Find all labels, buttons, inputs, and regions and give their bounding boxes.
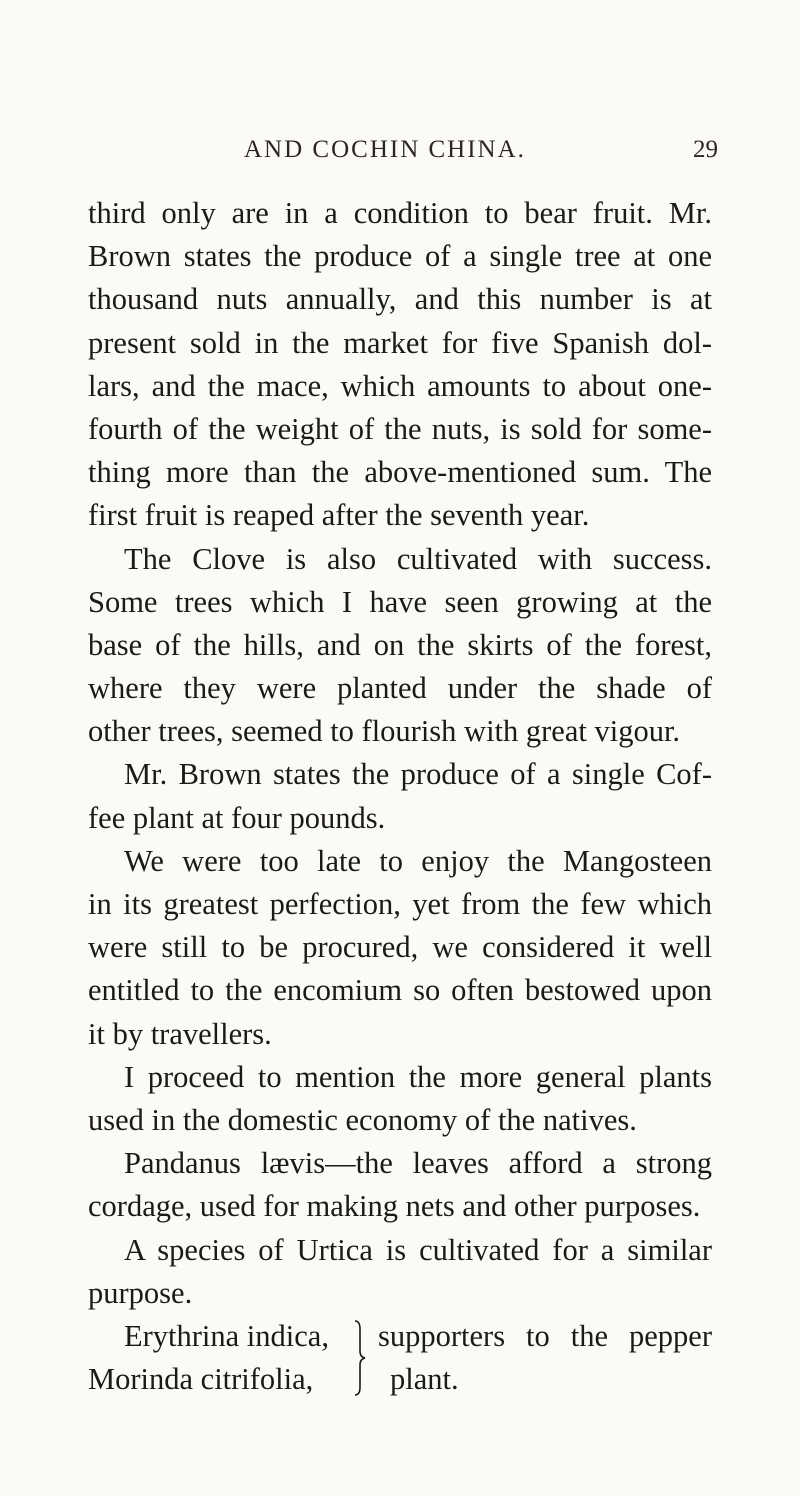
text-line: thing more than the above-mentioned sum. The: [88, 455, 712, 490]
paragraph: [88, 753, 712, 839]
text-line: where they were planted under the shade of: [88, 671, 712, 706]
text-line: Pandanus lævis—the leaves afford a strong: [124, 1146, 712, 1181]
running-head: AND COCHIN CHINA.: [244, 136, 526, 163]
page-number: 29: [693, 136, 718, 163]
text-line: thousand nuts annually, and this number is at: [88, 282, 712, 317]
paragraph: [88, 840, 712, 1056]
plant-name: Morinda citrifolia,: [88, 1362, 314, 1397]
text-line: entitled to the encomium so often bestowed upon: [88, 973, 712, 1008]
text-line: cordage, used for making nets and other purposes.: [88, 1189, 701, 1224]
right-brace: [352, 1319, 368, 1397]
plant-name: Erythrina indica,: [124, 1318, 329, 1353]
text-line: present sold in the market for five Spanish dol-: [88, 325, 712, 360]
braced-note: [378, 1315, 712, 1401]
braced-note-line: supporters to the pepper: [378, 1318, 712, 1353]
paragraph: [88, 538, 712, 754]
paragraph: [88, 192, 712, 538]
text-line: I proceed to mention the more general plants: [124, 1059, 712, 1094]
text-line: We were too late to enjoy the Mangosteen: [124, 843, 712, 878]
text-line: A species of Urtica is cultivated for a similar: [124, 1232, 712, 1267]
braced-plant-entry: [88, 1315, 712, 1401]
text-line: other trees, seemed to flourish with great vigour.: [88, 714, 681, 749]
text-line: base of the hills, and on the skirts of the forest,: [88, 627, 712, 662]
text-line: Mr. Brown states the produce of a single Cof-: [124, 757, 712, 792]
paragraph: [88, 1056, 712, 1142]
text-line: first fruit is reaped after the seventh year.: [88, 498, 590, 533]
braced-plant-names: [88, 1315, 329, 1401]
text-line: third only are in a condition to bear fruit. Mr.: [88, 196, 712, 230]
text-line: Brown states the produce of a single tree at one: [88, 239, 712, 274]
text-line: Some trees which I have seen growing at the: [88, 584, 712, 619]
text-line: fee plant at four pounds.: [88, 800, 386, 835]
text-line: it by travellers.: [88, 1016, 272, 1051]
paragraph: [88, 1229, 712, 1315]
braced-note-line: plant.: [390, 1362, 459, 1397]
text-line: The Clove is also cultivated with success.: [124, 541, 712, 576]
text-line: purpose.: [88, 1275, 193, 1310]
text-line: were still to be procured, we considered it well: [88, 930, 712, 965]
page-body: [88, 192, 712, 1401]
text-line: used in the domestic economy of the natives.: [88, 1102, 637, 1137]
text-line: fourth of the weight of the nuts, is sold for some-: [88, 411, 712, 446]
text-line: in its greatest perfection, yet from the few which: [88, 887, 712, 921]
paragraphs: [88, 192, 712, 1315]
text-line: lars, and the mace, which amounts to about one-: [88, 368, 712, 403]
paragraph: [88, 1142, 712, 1228]
